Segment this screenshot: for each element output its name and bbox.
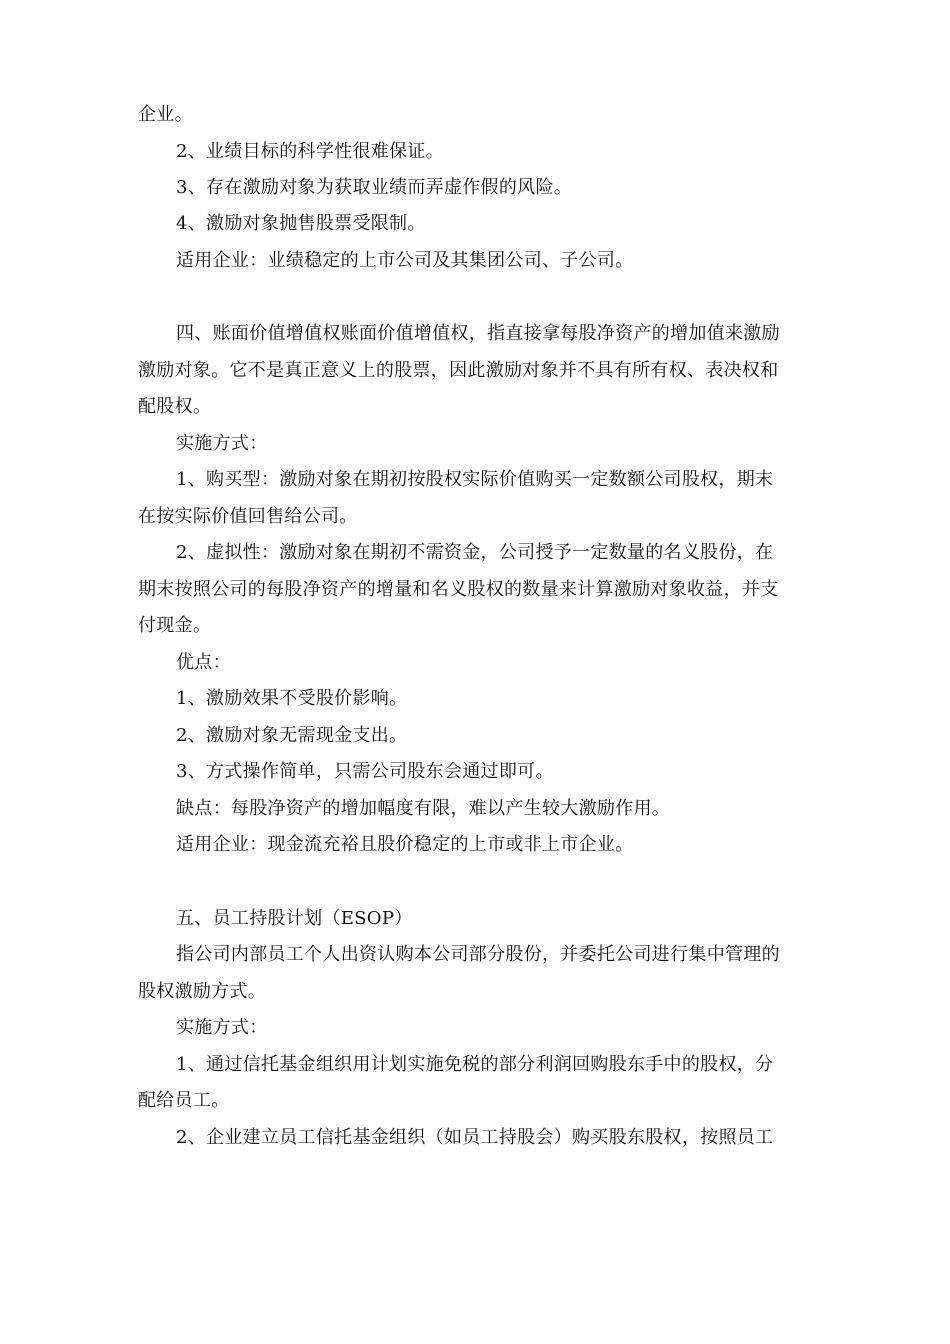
text-line: 2、业绩目标的科学性很难保证。 (176, 141, 444, 162)
text-line: 股权激励方式。 (138, 981, 267, 1002)
text-line: 1、购买型：激励对象在期初按股权实际价值购买一定数额公司股权，期末 (176, 469, 774, 490)
text-line: 配股权。 (138, 396, 212, 417)
text-line: 配给员工。 (138, 1090, 230, 1111)
text-line: 期末按照公司的每股净资产的增量和名义股权的数量来计算激励对象收益，并支 (138, 579, 779, 600)
text-line: 2、虚拟性：激励对象在期初不需资金，公司授予一定数量的名义股份，在 (176, 542, 774, 563)
text-line: 3、存在激励对象为获取业绩而弄虚作假的风险。 (176, 177, 573, 198)
text-line: 2、激励对象无需现金支出。 (176, 725, 408, 746)
text-line: 3、方式操作简单，只需公司股东会通过即可。 (176, 761, 554, 782)
text-line: 缺点：每股净资产的增加幅度有限，难以产生较大激励作用。 (176, 798, 671, 819)
text-line: 1、通过信托基金组织用计划实施免税的部分利润回购股东手中的股权，分 (176, 1054, 774, 1075)
text-line: 实施方式： (176, 1017, 268, 1038)
text-line: 付现金。 (138, 615, 212, 636)
section-heading: 四、账面价值增值权账面价值增值权，指直接拿每股净资产的增加值来激励 (176, 323, 780, 344)
text-line: 实施方式： (176, 433, 268, 454)
text-line: 企业。 (138, 104, 193, 125)
text-line: 2、企业建立员工信托基金组织（如员工持股会）购买股东股权，按照员工 (176, 1127, 774, 1148)
text-line: 优点： (176, 652, 231, 673)
text-line: 4、激励对象抛售股票受限制。 (176, 213, 426, 234)
section-heading: 五、员工持股计划（ESOP） (176, 908, 413, 929)
text-line: 适用企业：现金流充裕且股价稳定的上市或非上市企业。 (176, 834, 634, 855)
text-line: 激励对象。它不是真正意义上的股票，因此激励对象并不具有所有权、表决权和 (138, 360, 779, 381)
text-line: 指公司内部员工个人出资认购本公司部分股份，并委托公司进行集中管理的 (176, 944, 780, 965)
text-line: 1、激励效果不受股价影响。 (176, 688, 408, 709)
text-line: 适用企业：业绩稳定的上市公司及其集团公司、子公司。 (176, 250, 634, 271)
text-line: 在按实际价值回售给公司。 (138, 506, 358, 527)
